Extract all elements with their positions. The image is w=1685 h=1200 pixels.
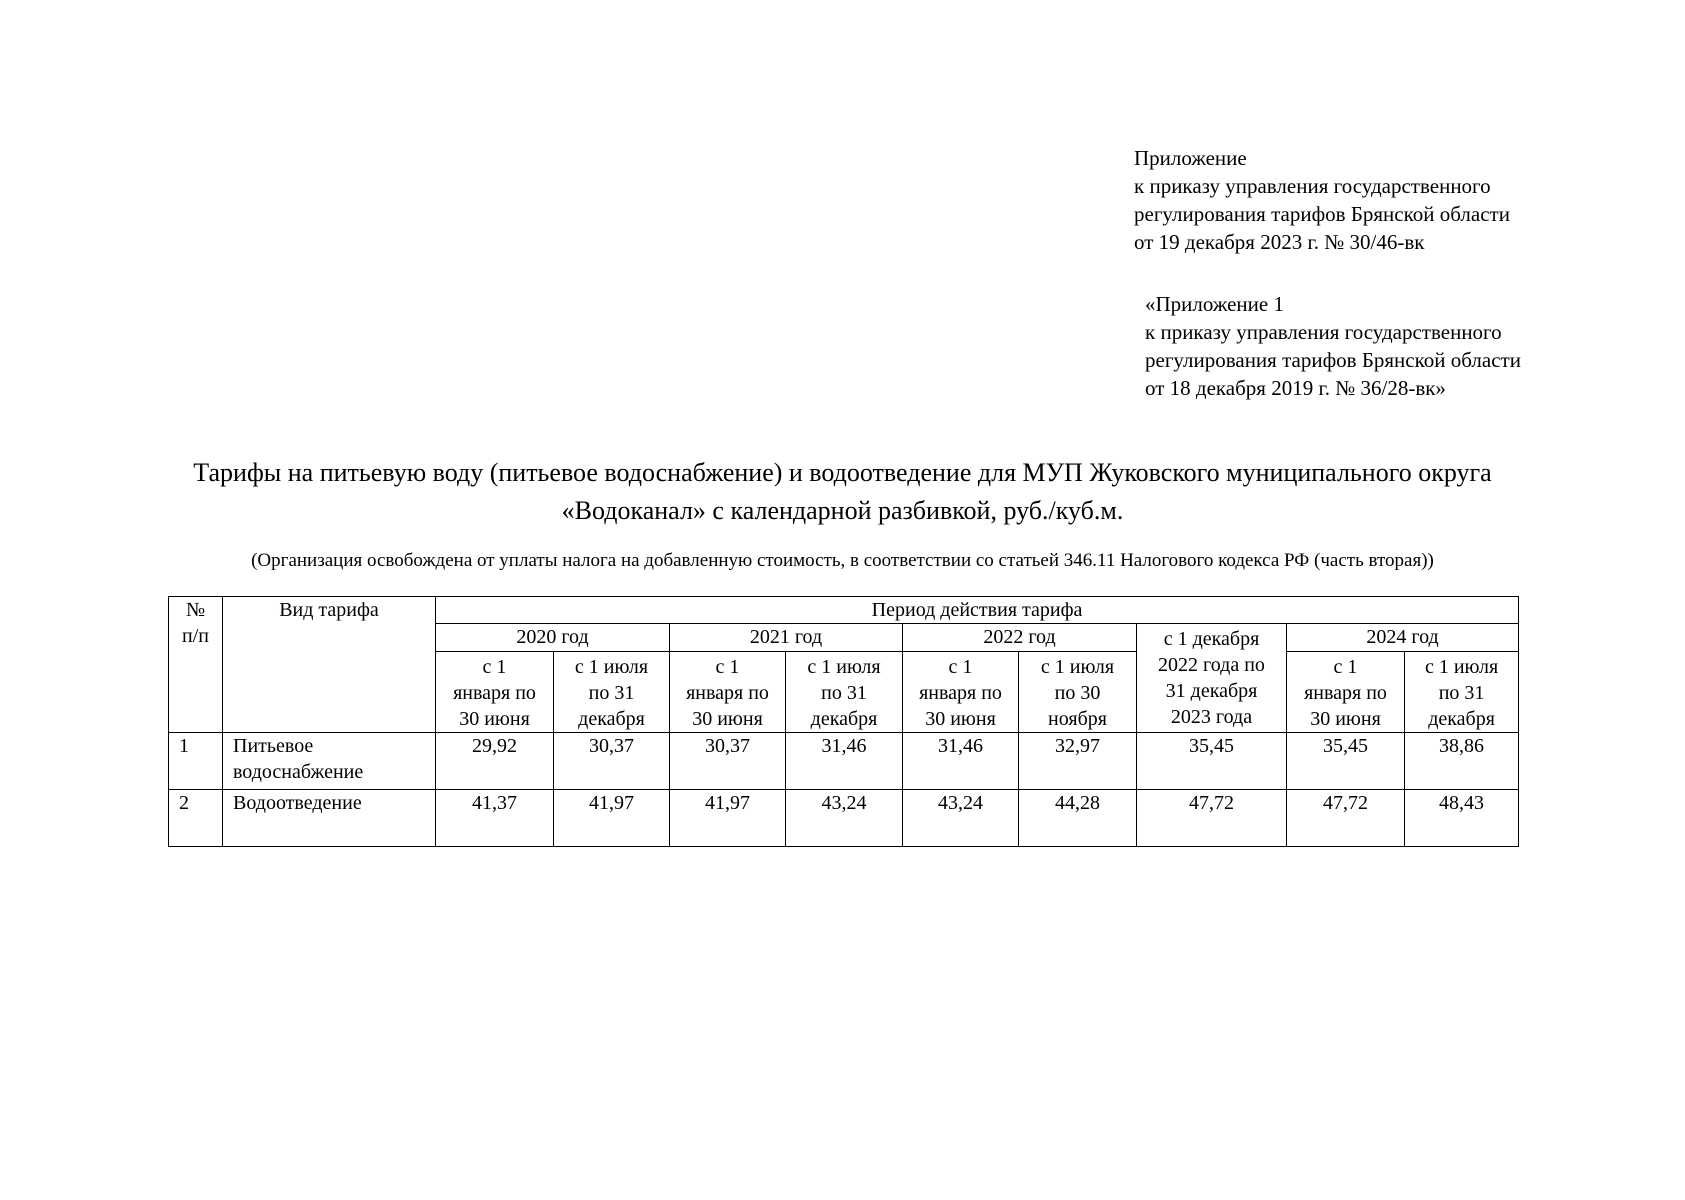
- tariff-value: 30,37: [554, 733, 670, 790]
- header-sub-jan-jun: с 1 января по 30 июня: [436, 652, 554, 733]
- table-row: [169, 733, 1519, 790]
- appendix-line: к приказу управления государственного: [1145, 320, 1502, 344]
- tariff-value: 47,72: [1137, 790, 1287, 847]
- header-period: Период действия тарифа: [436, 597, 1519, 624]
- appendix-current-order: [1134, 144, 1510, 256]
- tariff-value: 30,37: [670, 733, 786, 790]
- appendix-line: «Приложение 1: [1145, 292, 1284, 316]
- tariff-value: 38,86: [1405, 733, 1519, 790]
- header-year-2022: 2022 год: [903, 624, 1137, 652]
- header-dec2022-dec2023: с 1 декабря 2022 года по 31 декабря 2023 года: [1137, 624, 1287, 733]
- table-row: [169, 790, 1519, 847]
- document-title: [100, 454, 1585, 530]
- tariff-value: 41,37: [436, 790, 554, 847]
- header-sub-jul-nov: с 1 июля по 30 ноября: [1019, 652, 1137, 733]
- title-line-2: «Водоканал» с календарной разбивкой, руб./куб.м.: [561, 496, 1124, 525]
- appendix-line: к приказу управления государственного: [1134, 174, 1491, 198]
- row-num: 2: [169, 790, 223, 847]
- tariff-value: 31,46: [903, 733, 1019, 790]
- tariff-value: 41,97: [554, 790, 670, 847]
- tariff-value: 44,28: [1019, 790, 1137, 847]
- header-year-2024: 2024 год: [1287, 624, 1519, 652]
- appendix-line: Приложение: [1134, 146, 1247, 170]
- row-tariff-kind: Водоотведение: [223, 790, 436, 847]
- row-tariff-kind: Питьевое водоснабжение: [223, 733, 436, 790]
- appendix-line: от 19 декабря 2023 г. № 30/46-вк: [1134, 230, 1425, 254]
- appendix-line: регулирования тарифов Брянской области: [1145, 348, 1521, 372]
- tariff-value: 32,97: [1019, 733, 1137, 790]
- title-line-1: Тарифы на питьевую воду (питьевое водоснабжение) и водоотведение для МУП Жуковского муниципального округа: [193, 458, 1492, 487]
- header-sub-jan-jun: с 1 января по 30 июня: [1287, 652, 1405, 733]
- tariff-value: 47,72: [1287, 790, 1405, 847]
- tariff-value: 48,43: [1405, 790, 1519, 847]
- tariff-value: 43,24: [786, 790, 903, 847]
- header-sub-jul-dec: с 1 июля по 31 декабря: [786, 652, 903, 733]
- tariff-value: 29,92: [436, 733, 554, 790]
- row-num: 1: [169, 733, 223, 790]
- appendix-original-order: [1145, 290, 1521, 402]
- tariff-value: 35,45: [1287, 733, 1405, 790]
- tariff-value: 31,46: [786, 733, 903, 790]
- header-sub-jan-jun: с 1 января по 30 июня: [903, 652, 1019, 733]
- tariff-table: [168, 596, 1519, 847]
- header-year-2021: 2021 год: [670, 624, 903, 652]
- tariff-value: 41,97: [670, 790, 786, 847]
- appendix-line: регулирования тарифов Брянской области: [1134, 202, 1510, 226]
- header-year-2020: 2020 год: [436, 624, 670, 652]
- tariff-value: 35,45: [1137, 733, 1287, 790]
- tariff-value: 43,24: [903, 790, 1019, 847]
- appendix-line: от 18 декабря 2019 г. № 36/28-вк»: [1145, 376, 1446, 400]
- header-num: № п/п: [169, 597, 223, 733]
- header-tariff-kind: Вид тарифа: [223, 597, 436, 733]
- vat-note: (Организация освобождена от уплаты налога на добавленную стоимость, в соответствии со статьей 346.11 Налогового кодекса РФ (часть вторая)): [251, 550, 1434, 571]
- header-sub-jan-jun: с 1 января по 30 июня: [670, 652, 786, 733]
- header-sub-jul-dec: с 1 июля по 31 декабря: [554, 652, 670, 733]
- header-sub-jul-dec: с 1 июля по 31 декабря: [1405, 652, 1519, 733]
